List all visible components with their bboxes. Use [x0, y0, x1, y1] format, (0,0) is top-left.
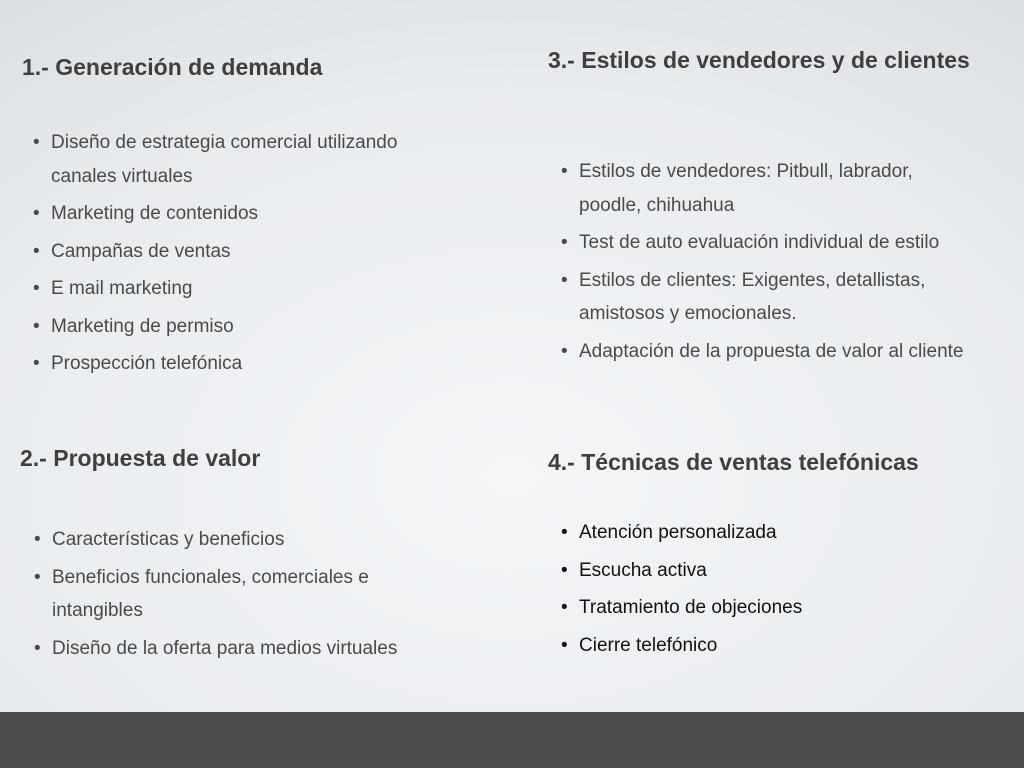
list-item: • Prospección telefónica — [27, 347, 457, 381]
bullet-list — [28, 523, 448, 669]
section-title: 4.- Técnicas de ventas telefónicas — [548, 449, 919, 475]
section-title: 2.- Propuesta de valor — [20, 445, 261, 471]
section-title: 1.- Generación de demanda — [22, 54, 323, 80]
list-item: • Estilos de clientes: Exigentes, detallistas, amistosos y emocionales. — [555, 264, 975, 331]
list-item: • Beneficios funcionales, comerciales e intangibles — [28, 561, 448, 628]
bullet-list — [27, 126, 457, 385]
list-item: • Escucha activa — [555, 554, 975, 588]
list-item: • Características y beneficios — [28, 523, 448, 557]
list-item: • Adaptación de la propuesta de valor al cliente — [555, 335, 975, 369]
list-item: • Marketing de contenidos — [27, 197, 457, 231]
list-item: • Estilos de vendedores: Pitbull, labrador, poodle, chihuahua — [555, 155, 975, 222]
bullet-list — [555, 516, 975, 666]
list-item: • Atención personalizada — [555, 516, 975, 550]
list-item: • Cierre telefónico — [555, 629, 975, 663]
list-item: • Diseño de la oferta para medios virtuales — [28, 632, 448, 666]
section-generacion-demanda — [22, 52, 492, 374]
bullet-list — [555, 155, 975, 372]
section-propuesta-valor — [20, 443, 490, 659]
section-tecnicas-ventas-telefonicas — [548, 447, 998, 656]
list-item: • E mail marketing — [27, 272, 457, 306]
footer-bar — [0, 712, 1024, 768]
list-item: • Diseño de estrategia comercial utilizando canales virtuales — [27, 126, 457, 193]
list-item: • Marketing de permiso — [27, 310, 457, 344]
list-item: • Tratamiento de objeciones — [555, 591, 975, 625]
list-item: • Campañas de ventas — [27, 235, 457, 269]
list-item: • Test de auto evaluación individual de estilo — [555, 226, 975, 260]
section-estilos-vendedores-clientes — [548, 45, 998, 362]
section-title: 3.- Estilos de vendedores y de clientes — [548, 47, 970, 73]
